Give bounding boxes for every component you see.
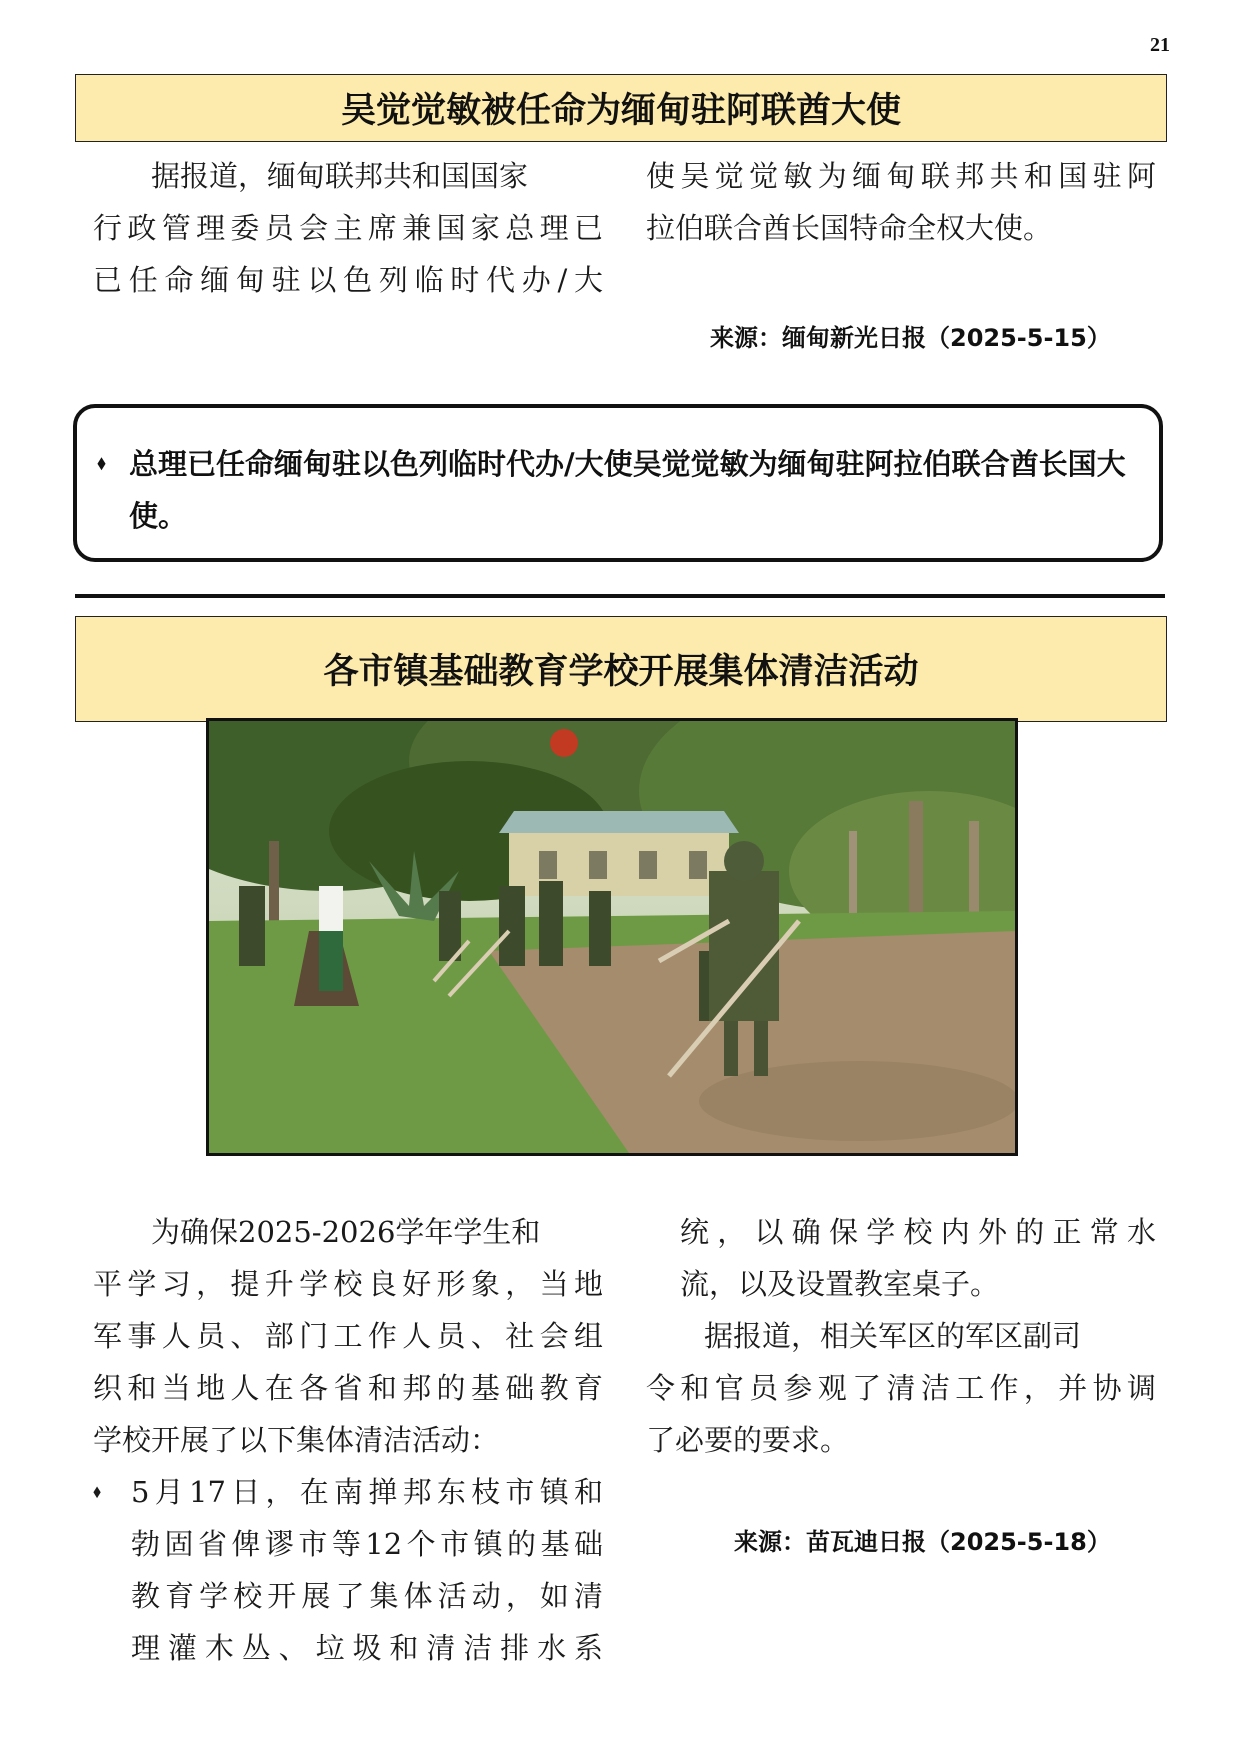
article1-line: 使吴觉觉敏为缅甸联邦共和国驻阿 xyxy=(646,159,1156,193)
summary-text: 总理已任命缅甸驻以色列临时代办/大使吴觉觉敏为缅甸驻阿拉伯联合酋长国大使。 xyxy=(129,447,1126,533)
article2-source: 来源：苗瓦迪日报（2025-5-18） xyxy=(734,1528,1111,1556)
article2-line: 军事人员、部门工作人员、社会组 xyxy=(93,1319,603,1353)
diamond-bullet-icon: ⬧ xyxy=(97,450,106,474)
page-number: 21 xyxy=(1150,34,1170,56)
article2-left-column xyxy=(93,1206,603,1674)
cleaning-activity-photo xyxy=(206,718,1018,1156)
article1-line: 据报道，缅甸联邦共和国国家 xyxy=(151,159,529,193)
article2-line: 平学习，提升学校良好形象，当地 xyxy=(93,1267,603,1301)
article2-right-column xyxy=(646,1206,1156,1466)
article2-bullet-line: 勃固省俾谬市等12个市镇的基础 xyxy=(131,1527,603,1561)
article2-line: 织和当地人在各省和邦的基础教育 xyxy=(93,1371,603,1405)
article2-bullet-line: 教育学校开展了集体活动，如清 xyxy=(131,1579,603,1613)
section-divider xyxy=(75,594,1165,598)
article2-title xyxy=(75,616,1167,722)
article1-line: 行政管理委员会主席兼国家总理已 xyxy=(93,211,603,245)
article2-line: 为确保2025-2026学年学生和 xyxy=(151,1215,541,1249)
article2-line: 据报道，相关军区的军区副司 xyxy=(704,1319,1082,1353)
article1-line: 已任命缅甸驻以色列临时代办/大 xyxy=(93,263,603,297)
diamond-bullet-icon: ⬧ xyxy=(93,1481,102,1502)
article2-line: 学校开展了以下集体清洁活动： xyxy=(93,1423,500,1457)
article1-title xyxy=(75,74,1167,142)
article1-source: 来源：缅甸新光日报（2025-5-15） xyxy=(710,324,1111,352)
article2-line: 了必要的要求。 xyxy=(646,1423,850,1457)
activity-bullet-item xyxy=(93,1466,603,1674)
summary-box xyxy=(73,404,1163,562)
article2-title-text: 各市镇基础教育学校开展集体清洁活动 xyxy=(323,652,919,692)
article2-line: 令和官员参观了清洁工作，并协调 xyxy=(646,1371,1156,1405)
article2-bullet-line: 理灌木丛、垃圾和清洁排水系 xyxy=(131,1631,603,1665)
article1-right-column xyxy=(646,150,1156,254)
article1-line: 拉伯联合酋长国特命全权大使。 xyxy=(646,211,1053,245)
article1-title-text: 吴觉觉敏被任命为缅甸驻阿联酋大使 xyxy=(340,91,901,131)
article2-line: 统，以确保学校内外的正常水 xyxy=(680,1215,1156,1249)
article2-line: 流，以及设置教室桌子。 xyxy=(680,1267,1000,1301)
article2-bullet-line: 5月17日，在南掸邦东枝市镇和 xyxy=(131,1475,603,1509)
article1-left-column xyxy=(93,150,603,306)
